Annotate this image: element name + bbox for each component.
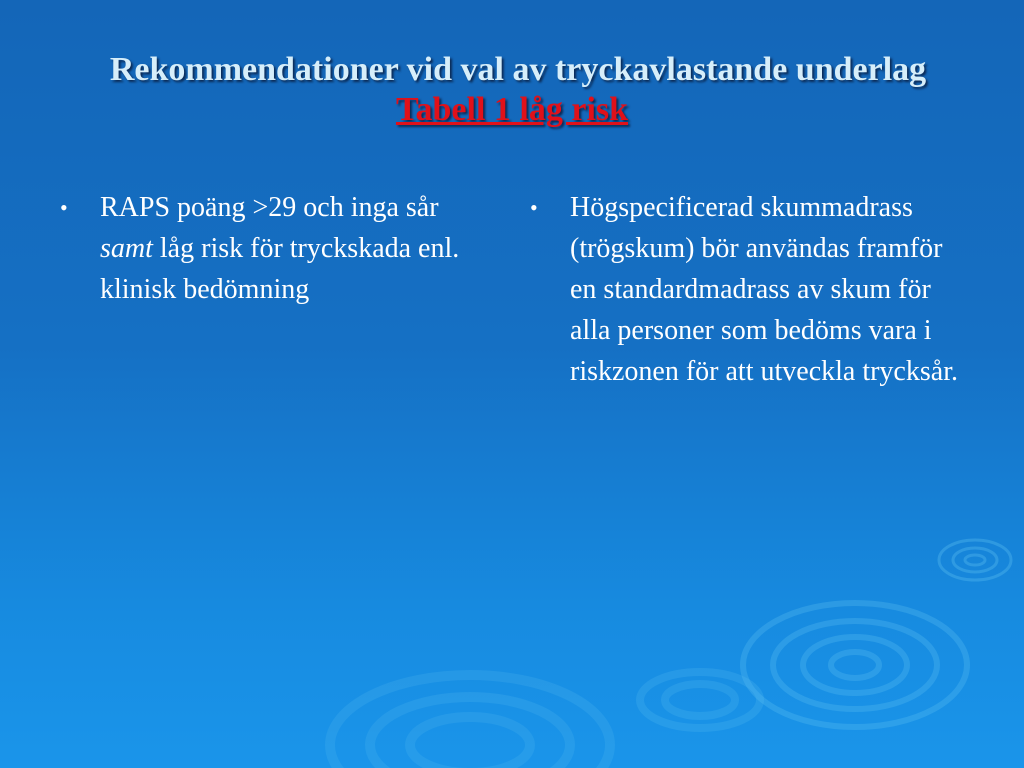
slide-title: Rekommendationer vid val av tryckavlastande underlag xyxy=(109,51,927,88)
bullet-icon: • xyxy=(60,195,68,220)
left-bullet-text xyxy=(100,187,480,310)
right-bullet-text: Högspecificerad skummadrass (trögskum) bör användas framför en standardmadrass av skum för alla personer som bedöms vara i riskzonen för att utveckla trycksår. xyxy=(570,192,958,387)
left-text-before: RAPS poäng >29 och inga sår xyxy=(100,192,439,223)
slide-subtitle: Tabell 1 låg risk xyxy=(395,91,629,128)
bullet-icon: • xyxy=(530,195,538,220)
left-bullet-item xyxy=(60,187,480,310)
right-bullet-item xyxy=(530,187,970,392)
title-block xyxy=(0,50,1024,130)
left-text-after: låg risk för tryckskada enl. klinisk bedömning xyxy=(100,233,460,305)
left-text-italic: samt xyxy=(100,233,153,264)
